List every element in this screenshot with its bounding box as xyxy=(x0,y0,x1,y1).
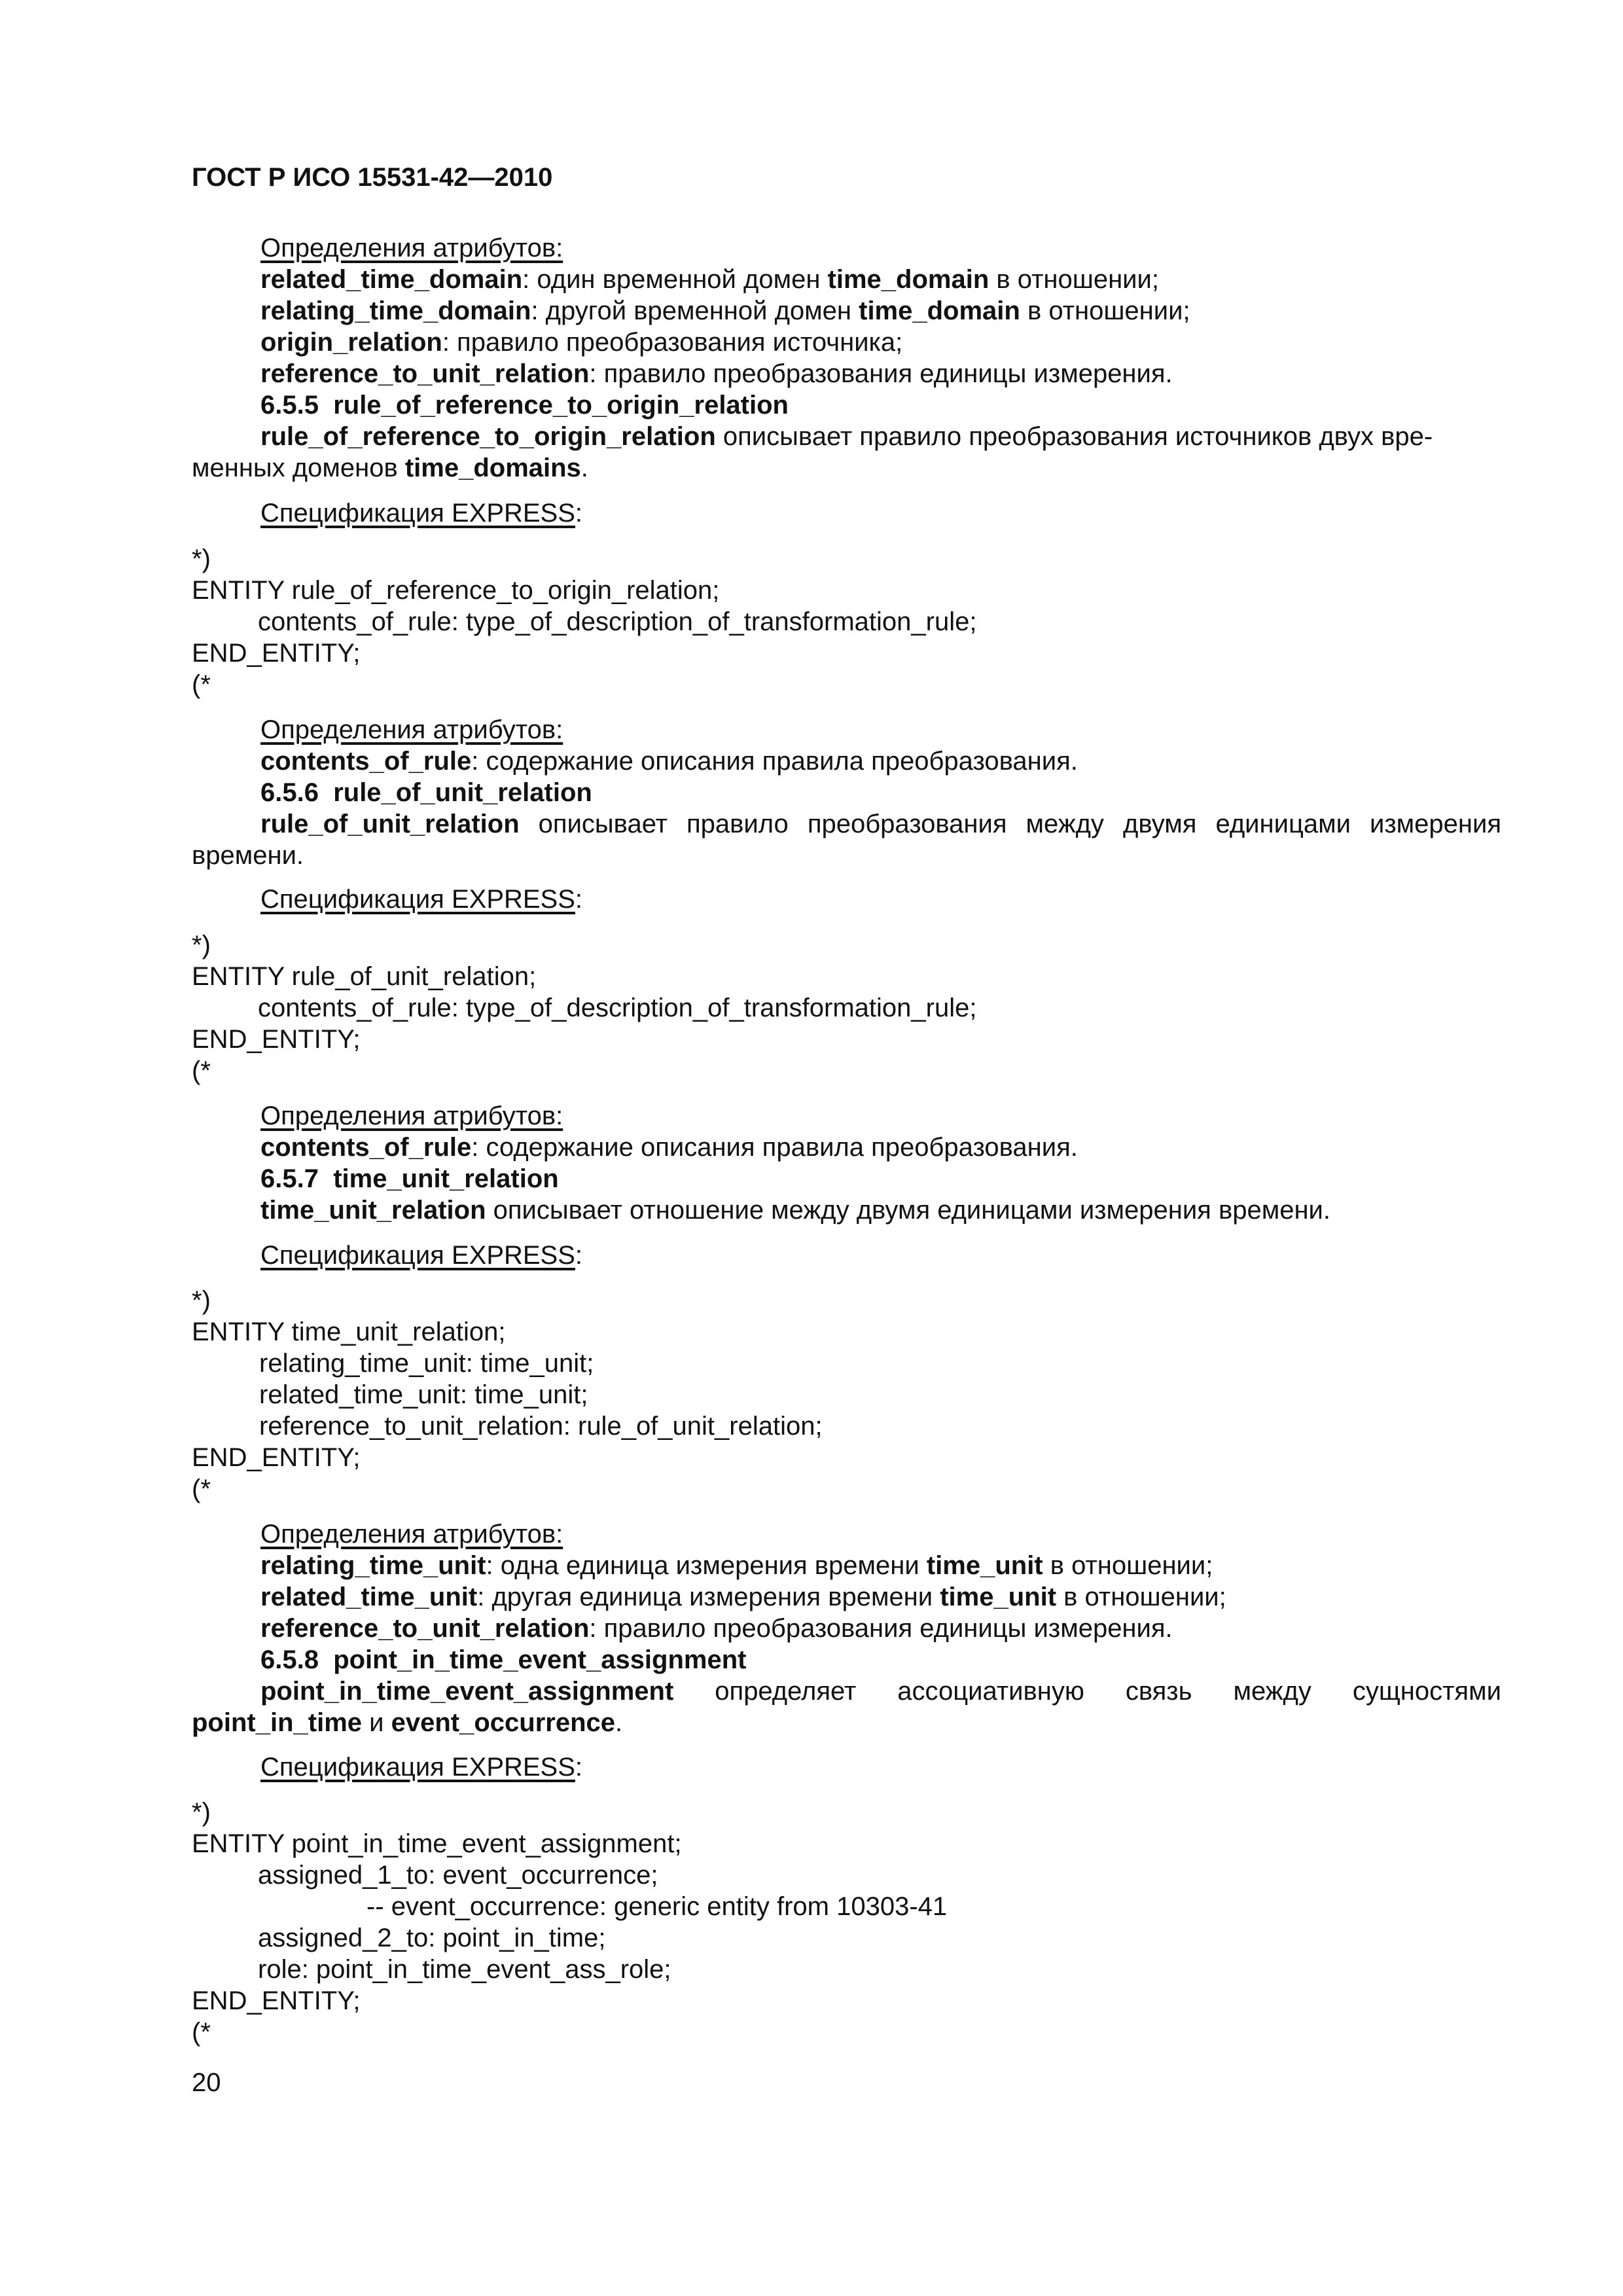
code-line: assigned_1_to: event_occurrence; xyxy=(258,1861,658,1890)
code-line: reference_to_unit_relation: rule_of_unit_relation; xyxy=(259,1412,823,1441)
section-description-continued: point_in_time и event_occurrence. xyxy=(192,1708,623,1737)
code-line: (* xyxy=(192,670,211,699)
code-line: role: point_in_time_event_ass_role; xyxy=(258,1955,671,1984)
section-description: time_unit_relation описывает отношение между двумя единицами измерения времени. xyxy=(260,1196,1330,1225)
attr-definition: relating_time_unit: одна единица измерения времени time_unit в отношении; xyxy=(260,1551,1213,1580)
code-line: ENTITY rule_of_unit_relation; xyxy=(192,962,537,991)
code-line: END_ENTITY; xyxy=(192,1443,361,1472)
section-heading-6-5-6: 6.5.6 rule_of_unit_relation xyxy=(260,778,592,807)
attr-definition: relating_time_domain: другой временной домен time_domain в отношении; xyxy=(260,296,1190,325)
code-line: assigned_2_to: point_in_time; xyxy=(258,1924,606,1952)
express-spec-label: Спецификация EXPRESS: xyxy=(260,1241,583,1270)
express-spec-label: Спецификация EXPRESS: xyxy=(260,499,583,528)
attr-definitions-heading: Определения атрибутов: xyxy=(260,1520,563,1549)
code-line: *) xyxy=(192,931,211,960)
attr-definitions-heading: Определения атрибутов: xyxy=(260,1102,563,1130)
section-description-continued: менных доменов time_domains. xyxy=(192,454,588,482)
code-line: (* xyxy=(192,1475,211,1503)
attr-definition: origin_relation: правило преобразования источника; xyxy=(260,328,903,357)
code-line: END_ENTITY; xyxy=(192,639,361,668)
attr-definition: related_time_domain: один временной домен time_domain в отношении; xyxy=(260,265,1159,294)
code-comment: -- event_occurrence: generic entity from 10303-41 xyxy=(366,1892,948,1921)
attr-definitions-heading: Определения атрибутов: xyxy=(260,234,563,262)
express-spec-label: Спецификация EXPRESS: xyxy=(260,885,583,914)
attr-definition: reference_to_unit_relation: правило преобразования единицы измерения. xyxy=(260,1614,1173,1643)
code-line: *) xyxy=(192,545,211,573)
code-line: END_ENTITY; xyxy=(192,1025,361,1054)
express-spec-label: Спецификация EXPRESS: xyxy=(260,1753,583,1782)
attr-definitions-heading: Определения атрибутов: xyxy=(260,715,563,744)
code-line: contents_of_rule: type_of_description_of_transformation_rule; xyxy=(258,994,977,1022)
section-heading-6-5-5: 6.5.5 rule_of_reference_to_origin_relation xyxy=(260,391,789,420)
code-line: ENTITY time_unit_relation; xyxy=(192,1318,506,1346)
attr-definition: contents_of_rule: содержание описания правила преобразования. xyxy=(260,1133,1078,1162)
section-heading-6-5-8: 6.5.8 point_in_time_event_assignment xyxy=(260,1645,747,1674)
section-description: point_in_time_event_assignment определяет ассоциативную связь между сущностями xyxy=(260,1677,1501,1706)
section-description: rule_of_reference_to_origin_relation описывает правило преобразования источников двух вре- xyxy=(260,422,1433,451)
code-line: related_time_unit: time_unit; xyxy=(259,1380,588,1409)
attr-definition: related_time_unit: другая единица измерения времени time_unit в отношении; xyxy=(260,1583,1226,1611)
code-line: *) xyxy=(192,1798,211,1827)
section-heading-6-5-7: 6.5.7 time_unit_relation xyxy=(260,1164,559,1193)
code-line: contents_of_rule: type_of_description_of_transformation_rule; xyxy=(258,607,977,636)
document-header: ГОСТ Р ИСО 15531-42—2010 xyxy=(192,163,553,192)
attr-definition: contents_of_rule: содержание описания правила преобразования. xyxy=(260,747,1078,776)
code-line: ENTITY rule_of_reference_to_origin_relation; xyxy=(192,576,720,605)
code-line: (* xyxy=(192,1056,211,1085)
code-line: (* xyxy=(192,2018,211,2047)
attr-definition: reference_to_unit_relation: правило преобразования единицы измерения. xyxy=(260,359,1173,388)
code-line: ENTITY point_in_time_event_assignment; xyxy=(192,1829,682,1858)
section-description: rule_of_unit_relation описывает правило преобразования между двумя единицами измерения xyxy=(260,810,1501,838)
code-line: END_ENTITY; xyxy=(192,1986,361,2015)
code-line: relating_time_unit: time_unit; xyxy=(259,1349,594,1378)
code-line: *) xyxy=(192,1286,211,1315)
page-number: 20 xyxy=(192,2068,221,2097)
section-description-continued: времени. xyxy=(192,841,304,870)
